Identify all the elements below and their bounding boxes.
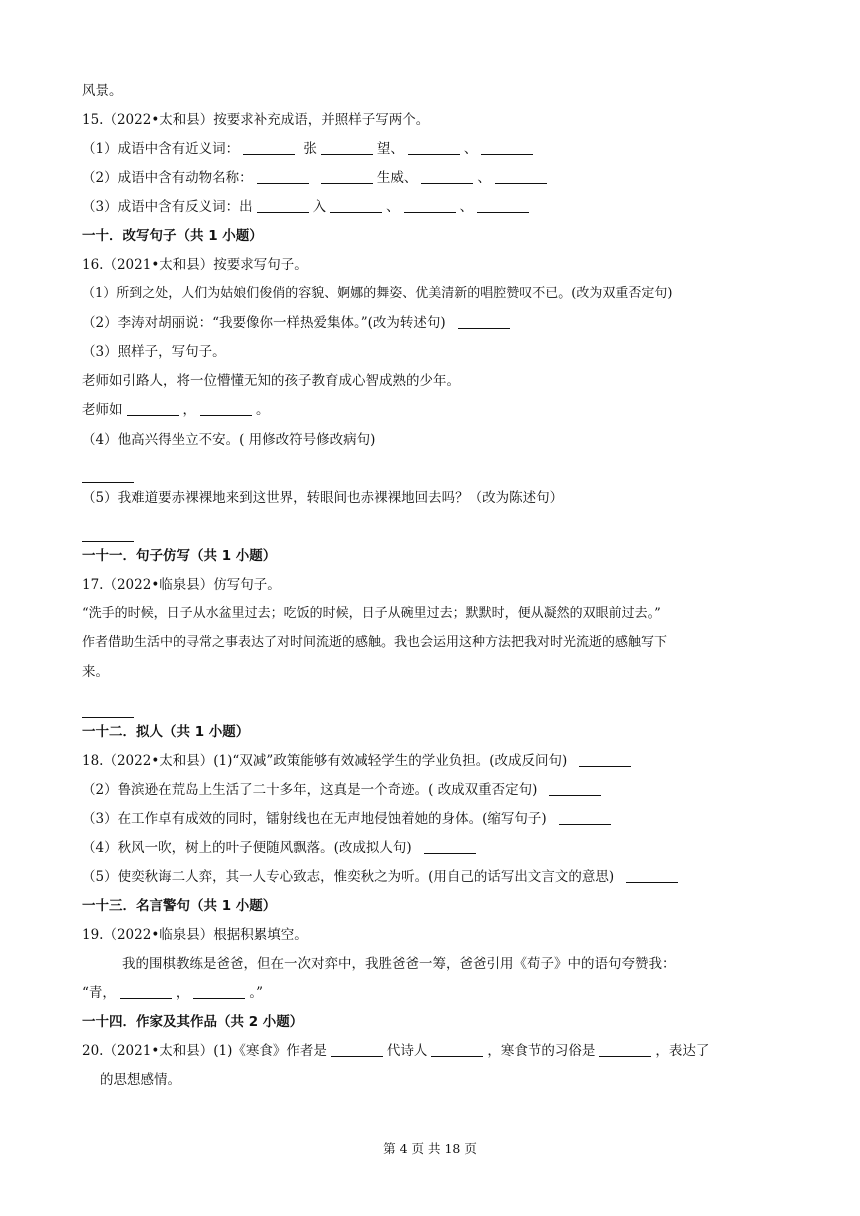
text-line xyxy=(82,371,460,391)
text: 代诗人 xyxy=(386,1043,428,1059)
text: 、 xyxy=(477,170,491,186)
text-line xyxy=(82,81,123,101)
text: 19.（2022•临泉县）根据积累填空。 xyxy=(82,927,308,943)
answer-blank[interactable] xyxy=(404,198,456,213)
question-18-part-2 xyxy=(82,780,605,800)
answer-blank[interactable] xyxy=(127,401,179,416)
text: 。 xyxy=(256,402,270,418)
text-line xyxy=(82,983,263,1003)
text: ，表达了 xyxy=(655,1043,710,1059)
answer-blank[interactable] xyxy=(200,401,252,416)
section-heading xyxy=(82,1012,303,1032)
text: （1）成语中含有近义词： xyxy=(82,141,240,157)
answer-blank[interactable] xyxy=(626,868,678,883)
text: （2）鲁滨逊在荒岛上生活了二十多年，这真是一个奇迹。( 改成双重否定句) xyxy=(82,782,538,798)
text: 风景。 xyxy=(82,83,123,99)
text: 来。 xyxy=(82,664,109,680)
answer-blank[interactable] xyxy=(477,198,529,213)
question-17 xyxy=(82,575,281,595)
answer-blank[interactable] xyxy=(243,140,295,155)
text: （4）秋风一吹，树上的叶子便随风飘落。(改成拟人句) xyxy=(82,840,412,856)
answer-blank[interactable] xyxy=(193,984,245,999)
answer-blank[interactable] xyxy=(408,140,460,155)
answer-blank[interactable] xyxy=(431,1042,483,1057)
answer-blank[interactable] xyxy=(458,314,510,329)
text: （2）李涛对胡丽说：“我要像你一样热爱集体。”(改为转述句) xyxy=(82,315,446,331)
answer-blank[interactable] xyxy=(257,198,309,213)
text: 我的围棋教练是爸爸，但在一次对弈中，我胜爸爸一筹，爸爸引用《荀子》中的语句夸赞我： xyxy=(122,956,676,972)
answer-blank[interactable] xyxy=(495,169,547,184)
answer-blank[interactable] xyxy=(331,1042,383,1057)
question-18-part-1 xyxy=(82,751,635,771)
answer-blank[interactable] xyxy=(559,810,611,825)
text: 的思想感情。 xyxy=(100,1072,181,1088)
answer-blank[interactable] xyxy=(82,540,134,542)
text: “洗手的时候，日子从水盆里过去；吃饭的时候，日子从碗里过去；默默时，便从凝然的双眼前过去。” xyxy=(82,606,661,621)
text: 17.（2022•临泉县）仿写句子。 xyxy=(82,577,281,593)
answer-blank[interactable] xyxy=(82,481,134,483)
answer-blank[interactable] xyxy=(321,169,373,184)
question-16 xyxy=(82,255,308,275)
answer-blank[interactable] xyxy=(321,140,373,155)
text-line xyxy=(82,604,661,624)
text: 作者借助生活中的寻常之事表达了对时间流逝的感触。我也会运用这种方法把我对时光流逝的感触写下 xyxy=(82,635,668,650)
question-18-part-5 xyxy=(82,867,682,887)
page-footer: 第 4 页 共 18 页 xyxy=(383,1141,477,1156)
text: （1）所到之处，人们为姑娘们俊俏的容貌、婀娜的舞姿、优美清新的唱腔赞叹不已。(改为双重否定句) xyxy=(82,286,673,301)
text: 老师如 xyxy=(82,402,123,418)
text: （3）在工作卓有成效的同时，镭射线也在无声地侵蚀着她的身体。(缩写句子) xyxy=(82,811,547,827)
question-15 xyxy=(82,110,429,130)
answer-blank[interactable] xyxy=(257,169,309,184)
text: （4）他高兴得坐立不安。( 用修改符号修改病句) xyxy=(82,432,376,448)
question-18-part-3 xyxy=(82,809,615,829)
question-16-part-3 xyxy=(82,342,226,362)
text-line xyxy=(82,633,667,653)
text: ， xyxy=(175,985,190,1001)
answer-blank[interactable] xyxy=(120,984,172,999)
text-line xyxy=(82,662,109,682)
text: （5）我难道要赤裸裸地来到这世界，转眼间也赤裸裸地回去吗？（改为陈述句） xyxy=(82,490,564,506)
question-19 xyxy=(82,925,308,945)
question-15-part-2 xyxy=(82,168,551,188)
text: 一十．改写句子（共 1 小题） xyxy=(82,228,263,244)
question-20 xyxy=(82,1041,709,1061)
text-line xyxy=(122,954,676,974)
question-16-part-1 xyxy=(82,284,672,304)
question-16-part-5 xyxy=(82,488,563,508)
text: 、 xyxy=(459,199,474,215)
question-15-part-3 xyxy=(82,197,533,217)
section-heading xyxy=(82,722,249,742)
text: 20.（2021•太和县）(1)《寒食》作者是 xyxy=(82,1043,327,1059)
question-16-part-4 xyxy=(82,430,375,450)
answer-blank[interactable] xyxy=(549,781,601,796)
text: （2）成语中含有动物名称： xyxy=(82,170,253,186)
text: 一十三．名言警句（共 1 小题） xyxy=(82,898,277,914)
text: 、 xyxy=(386,199,400,215)
text: 老师如引路人，将一位懵懂无知的孩子教育成心智成熟的少年。 xyxy=(82,373,460,389)
text: （3）成语中含有反义词：出 xyxy=(82,199,253,215)
text: 18.（2022•太和县）(1)“双减”政策能够有效减轻学生的学业负担。(改成反问句) xyxy=(82,753,568,769)
answer-blank[interactable] xyxy=(330,198,382,213)
answer-blank[interactable] xyxy=(82,716,134,718)
text: ，寒食节的习俗是 xyxy=(487,1043,596,1059)
section-heading xyxy=(82,896,276,916)
answer-blank[interactable] xyxy=(421,169,473,184)
text: 16.（2021•太和县）按要求写句子。 xyxy=(82,257,308,273)
text: 一十二．拟人（共 1 小题） xyxy=(82,724,250,740)
text: 一十四．作家及其作品（共 2 小题） xyxy=(82,1014,304,1030)
text-line xyxy=(82,400,270,420)
section-heading xyxy=(82,546,276,566)
text: 入 xyxy=(312,199,327,215)
text: 15.（2022•太和县）按要求补充成语，并照样子写两个。 xyxy=(82,112,430,128)
answer-blank[interactable] xyxy=(579,752,631,767)
text: 生威、 xyxy=(376,170,418,186)
question-15-part-1 xyxy=(82,139,537,159)
answer-blank[interactable] xyxy=(424,839,476,854)
text: （5）使奕秋诲二人弈，其一人专心致志，惟奕秋之为听。(用自己的话写出文言文的意思) xyxy=(82,869,615,885)
question-18-part-4 xyxy=(82,838,480,858)
text-line xyxy=(100,1070,181,1090)
text: 一十一．句子仿写（共 1 小题） xyxy=(82,548,277,564)
text: “青， xyxy=(82,985,116,1001)
answer-blank[interactable] xyxy=(599,1042,651,1057)
text: ， xyxy=(182,402,196,418)
section-heading xyxy=(82,226,263,246)
answer-blank[interactable] xyxy=(481,140,533,155)
text: 望、 xyxy=(376,141,404,157)
text: （3）照样子，写句子。 xyxy=(82,344,226,360)
text: 张 xyxy=(303,141,317,157)
text: 、 xyxy=(463,141,478,157)
question-16-part-2 xyxy=(82,313,514,333)
text: 。” xyxy=(249,985,264,1001)
